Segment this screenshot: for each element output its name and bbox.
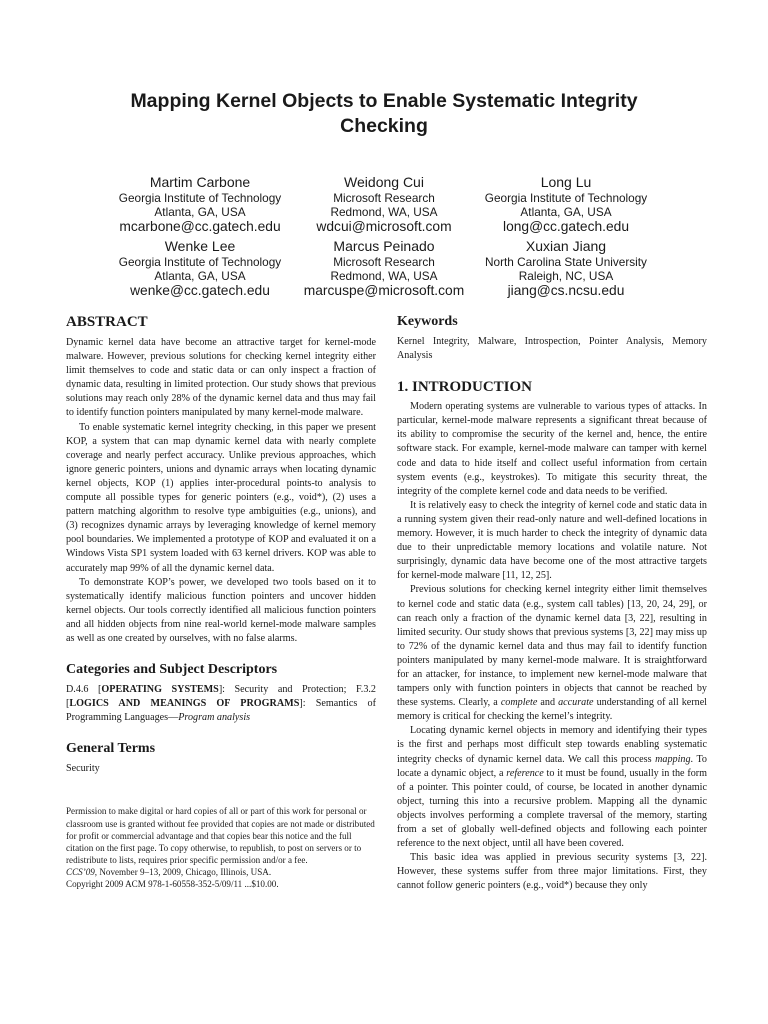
general-terms-text: Security — [66, 763, 100, 775]
categories-text — [66, 683, 376, 725]
intro-paragraph: Modern operating systems are vulnerable to various types of attacks. In particular, kernel-mode malware represents a significant threat because of its ability to compromise the security of the kernel and, hence, the entire software stack. For example, kernel-mode malware can tamper with kernel code and data to hide itself and collect useful information from certain system events (e.g., keystrokes). To mitigate this security threat, the integrity of the complete kernel code and data needs to be verified. — [397, 401, 707, 497]
categories-text-part: ]: Semantics of Programming Languages— — [66, 698, 376, 724]
general-terms-heading: General Terms — [66, 741, 156, 757]
category-program-analysis: Program analysis — [178, 712, 251, 724]
intro-text-part: . To locate a dynamic object, a — [397, 753, 707, 779]
intro-emphasis: reference — [506, 767, 544, 779]
author-affiliation: Georgia Institute of Technology — [484, 191, 648, 205]
author-location: Raleigh, NC, USA — [518, 269, 614, 283]
author-affiliation: North Carolina State University — [485, 255, 647, 269]
author-affiliation: Microsoft Research — [333, 255, 435, 269]
categories-text-part: D.4.6 [ — [66, 684, 102, 696]
intro-paragraph — [397, 583, 707, 724]
intro-text-part: and — [537, 697, 559, 709]
keywords-heading: Keywords — [397, 314, 458, 329]
permission-notice — [66, 805, 376, 890]
author-location: Redmond, WA, USA — [330, 205, 438, 219]
author-email: jiang@cs.ncsu.edu — [507, 283, 625, 298]
conference-info — [66, 866, 376, 878]
intro-paragraph: It is relatively easy to check the integrity of kernel code and static data in a running system given their read-only nature and well-defined locations in memory. However, it is much harder to check the integrity of dynamic data due to their unpredictable memory locations and volatile nature. Not surprisingly, dynamic data have become one of the most attractive targets for kernel-mode malware [11, 12, 25]. — [397, 499, 707, 582]
author-email: wenke@cc.gatech.edu — [130, 283, 270, 298]
author-name: Martim Carbone — [149, 174, 251, 190]
paper-title: Mapping Kernel Objects to Enable Systematic Integrity Checking — [130, 90, 638, 137]
author-location: Atlanta, GA, USA — [154, 269, 246, 283]
author-affiliation: Georgia Institute of Technology — [118, 255, 282, 269]
intro-emphasis: complete — [500, 697, 538, 709]
intro-emphasis: accurate — [558, 697, 594, 709]
conference-details: November 9–13, 2009, Chicago, Illinois, USA. — [97, 866, 272, 877]
intro-text-part: understanding of all kernel memory is critical for checking the kernel’s integrity. — [397, 697, 707, 723]
author-name: Xuxian Jiang — [525, 238, 607, 254]
author-affiliation: Microsoft Research — [333, 191, 435, 205]
author-name: Long Lu — [540, 174, 592, 190]
intro-text-part: Locating dynamic kernel objects in memory and identifying their types is the first and perhaps most difficult step towards enabling systematic integrity checks of dynamic kernel data. We call this process — [397, 725, 707, 765]
author-name: Marcus Peinado — [333, 238, 435, 254]
author-block — [446, 174, 686, 235]
intro-emphasis: mapping — [655, 753, 691, 765]
abstract-heading: ABSTRACT — [66, 314, 148, 330]
intro-text-part: to it must be found, usually in the form of a pointer. This pointer could, of course, be located in another dynamic object, turning this into a recursive problem. Mapping all the dynamic objects involves performing a complete traversal of the memory, starting from a set of globally well-defined objects and following each pointer reference to the next object, until all have been covered. — [397, 767, 708, 850]
author-location: Redmond, WA, USA — [330, 269, 438, 283]
copyright-text: Copyright 2009 ACM 978-1-60558-352-5/09/11 ...$10.00. — [66, 879, 279, 889]
author-name: Wenke Lee — [164, 238, 236, 254]
conference-name: CCS’09, — [66, 866, 98, 877]
abstract-paragraph: To enable systematic kernel integrity checking, in this paper we present KOP, a system that can map dynamic kernel data with nearly complete coverage and nearly perfect accuracy. Unlike previous approaches, which ignore generic pointers, unions and dynamic arrays when locating dynamic kernel objects, KOP (1) applies inter-procedural points-to analysis to compute all possible types for generic pointers (e.g., void*), (2) uses a pattern matching algorithm to resolve type ambiguities (e.g., unions), and (3) recognizes dynamic arrays by leveraging knowledge of kernel memory pool boundaries. We implemented a prototype of KOP and evaluated it on a Windows Vista SP1 system loaded with 63 kernel drivers. KOP was able to accurately map 99% of all the dynamic kernel data. — [66, 421, 376, 574]
categories-text-part: ]: Security and Protection; F.3.2 [ — [66, 684, 376, 710]
author-affiliation: Georgia Institute of Technology — [118, 191, 282, 205]
author-location: Atlanta, GA, USA — [520, 205, 612, 219]
intro-text-part: Previous solutions for checking kernel integrity either limit themselves to kernel code and static data (e.g., system call tables) [13, 20, 24, 29], or can reach only a fraction of the dynamic kernel data [3, 22], resulting in limited security. Our study shows that previous systems [3, 22] may miss up to 72% of the dynamic kernel data and thus may fail to identify function pointers manipulated by many kernel-mode malware. It is straightforward for an attacker, for instance, to implement new kernel-mode malware that tampers only with function pointers in objects that cannot be reached by these systems. Clearly, a — [397, 584, 707, 709]
author-location: Atlanta, GA, USA — [154, 205, 246, 219]
introduction-heading: 1. INTRODUCTION — [397, 379, 533, 396]
category-operating-systems: OPERATING SYSTEMS — [101, 684, 219, 696]
abstract-paragraph: Dynamic kernel data have become an attractive target for kernel-mode malware. However, previous solutions for checking kernel integrity either limit themselves to code and static data or can only inspect a fraction of dynamic data, resulting in limited protection. Our study shows that previous solutions may reach only 28% of the dynamic kernel data and thus may fail to identify function pointers manipulated by many kernel-mode malware. — [66, 337, 376, 419]
categories-heading: Categories and Subject Descriptors — [66, 662, 278, 678]
intro-paragraph: This basic idea was applied in previous security systems [3, 22]. However, these systems suffer from three major limitations. First, they cannot follow generic pointers (e.g., void*) because they only — [397, 852, 707, 892]
abstract-paragraph: To demonstrate KOP’s power, we developed two tools based on it to systematically identify malicious function pointers and uncover hidden kernel objects. Our tools correctly identified all malicious function pointers and all hidden objects from nine real-world kernel-mode malware samples as well as one created by ourselves, with no false alarms. — [66, 576, 376, 644]
keywords-text: Kernel Integrity, Malware, Introspection, Pointer Analysis, Memory Analysis — [397, 336, 707, 362]
author-email: wdcui@microsoft.com — [316, 219, 452, 234]
author-email: marcuspe@microsoft.com — [303, 283, 465, 298]
left-column — [66, 312, 376, 890]
category-logics: LOGICS AND MEANINGS OF PROGRAMS — [69, 698, 300, 710]
intro-paragraph — [397, 724, 707, 851]
author-email: mcarbone@cc.gatech.edu — [119, 219, 281, 234]
right-column — [397, 312, 707, 893]
permission-text: Permission to make digital or hard copies of all or part of this work for personal or classroom use is granted without fee provided that copies are not made or distributed for profit or commercial advantage and that copies bear this notice and the full citation on the first page. To copy otherwise, to republish, to post on servers or to redistribute to lists, requires prior specific permission and/or a fee. — [66, 806, 375, 865]
author-block — [446, 238, 686, 299]
author-name: Weidong Cui — [344, 174, 424, 190]
author-email: long@cc.gatech.edu — [503, 219, 629, 234]
